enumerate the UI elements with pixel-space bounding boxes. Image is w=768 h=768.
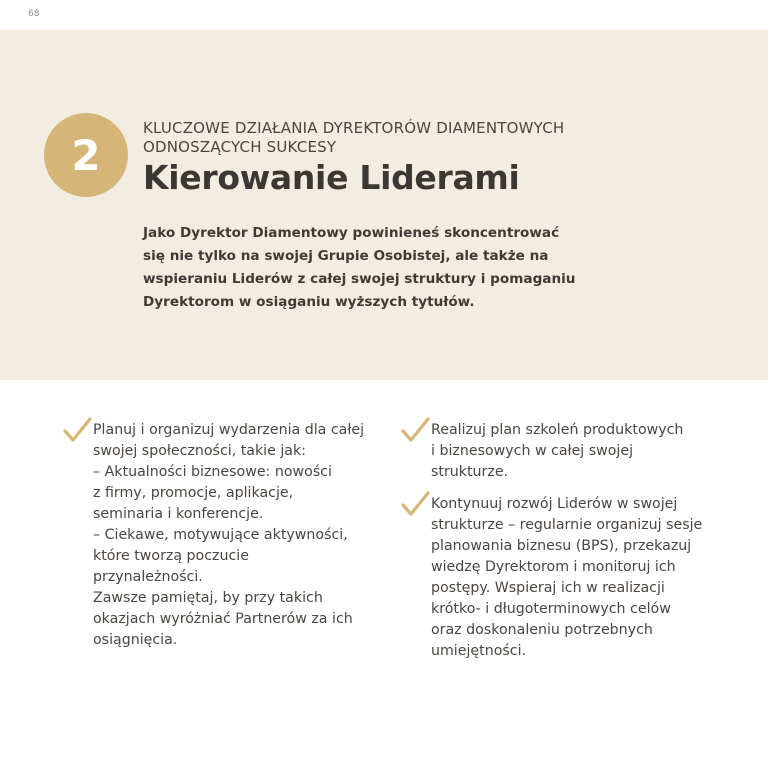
bullet-line: Zawsze pamiętaj, by przy takich (93, 590, 323, 606)
lead-line: się nie tylko na swojej Grupie Osobistej, ale także na (143, 248, 549, 264)
page-number: 68 (28, 9, 40, 19)
bullet-line: oraz doskonaleniu potrzebnych (431, 622, 653, 638)
bullet-line: planowania biznesu (BPS), przekazuj (431, 538, 692, 554)
bullet-line: – Ciekawe, motywujące aktywności, (93, 527, 348, 543)
bullet-line: umiejętności. (431, 643, 527, 659)
left-column (62, 420, 372, 661)
kicker-line: KLUCZOWE DZIAŁANIA DYREKTORÓW DIAMENTOWYCH (143, 119, 565, 137)
check-icon (400, 491, 430, 519)
bullet-line: swojej społeczności, takie jak: (93, 443, 306, 459)
bullet-line: z firmy, promocje, aplikacje, (93, 485, 294, 501)
bullet-line: osiągnięcia. (93, 632, 178, 648)
check-icon (62, 417, 92, 445)
section-kicker (143, 119, 663, 157)
page-title: Kierowanie Liderami (143, 158, 520, 197)
bullet-line: seminaria i konferencje. (93, 506, 264, 522)
bullet-line: – Aktualności biznesowe: nowości (93, 464, 332, 480)
hero-panel (0, 30, 768, 380)
lead-line: Dyrektorom w osiąganiu wyższych tytułów. (143, 294, 475, 310)
bullet-line: Realizuj plan szkoleń produktowych (431, 422, 684, 438)
bullet-item-events (62, 420, 372, 651)
bullet-line: i biznesowych w całej swojej (431, 443, 634, 459)
bullet-line: wiedzę Dyrektorom i monitoruj ich (431, 559, 676, 575)
bullet-line: okazjach wyróżniać Partnerów za ich (93, 611, 353, 627)
right-column (400, 420, 730, 672)
sub-item-activities (93, 525, 372, 588)
bullet-line: krótko- i długoterminowych celów (431, 601, 671, 617)
bullet-line: które tworzą poczucie (93, 548, 249, 564)
lead-paragraph (143, 222, 593, 314)
bullet-item-training (400, 420, 730, 483)
bullet-line: Planuj i organizuj wydarzenia dla całej (93, 422, 365, 438)
bullet-line: strukturze – regularnie organizuj sesje (431, 517, 703, 533)
lead-line: Jako Dyrektor Diamentowy powinieneś skoncentrować (143, 225, 560, 241)
bullet-line: strukturze. (431, 464, 509, 480)
check-icon (400, 417, 430, 445)
section-number-badge: 2 (44, 113, 128, 197)
bullet-line: Kontynuuj rozwój Liderów w swojej (431, 496, 678, 512)
lead-line: wspieraniu Liderów z całej swojej struktury i pomaganiu (143, 271, 576, 287)
bullet-line: postępy. Wspieraj ich w realizacji (431, 580, 665, 596)
bullet-line: przynależności. (93, 569, 203, 585)
sub-item-business-news (93, 462, 372, 525)
kicker-line: ODNOSZĄCYCH SUKCESY (143, 138, 337, 156)
bullet-item-leader-development (400, 494, 730, 662)
